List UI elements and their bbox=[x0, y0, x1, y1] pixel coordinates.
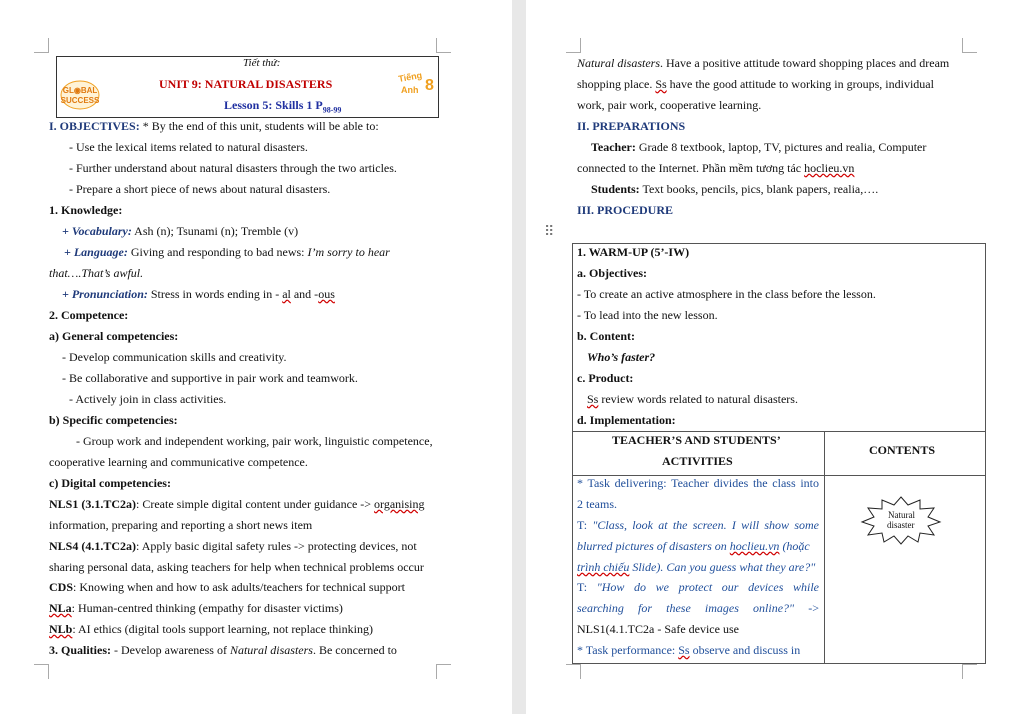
pron-suffix-ous: ous bbox=[318, 287, 335, 301]
svg-text:SUCCESS: SUCCESS bbox=[60, 96, 100, 105]
digital-heading: c) Digital competencies: bbox=[49, 476, 171, 490]
competence-heading: 2. Competence: bbox=[49, 308, 129, 322]
language-label: + Language: bbox=[64, 245, 128, 259]
vocab-text: Ash (n); Tsunami (n); Tremble (v) bbox=[131, 224, 299, 238]
qualities-text: - Develop awareness of bbox=[111, 643, 230, 657]
nls1-line bbox=[49, 497, 425, 511]
continued-line bbox=[577, 56, 949, 70]
nls4-line bbox=[49, 539, 417, 553]
continued-text: have the good attitude to working in groups, individual bbox=[666, 77, 934, 91]
lesson-title bbox=[224, 98, 341, 117]
left-page bbox=[0, 0, 512, 714]
objectives-heading: I. OBJECTIVES: bbox=[49, 119, 140, 133]
right-page bbox=[526, 0, 1030, 714]
ss-word: Ss bbox=[655, 77, 667, 91]
implementation-label: d. Implementation: bbox=[577, 413, 676, 427]
pronunciation-line bbox=[62, 287, 335, 301]
teacher-quote-1 bbox=[577, 518, 819, 532]
pron-and: and - bbox=[290, 287, 319, 301]
teacher-line-2 bbox=[577, 161, 854, 175]
teacher-quote-1c bbox=[577, 560, 815, 574]
crop-mark bbox=[436, 38, 451, 53]
product-line bbox=[587, 392, 798, 406]
general-item: - Be collaborative and supportive in pair work and teamwork. bbox=[62, 371, 358, 385]
t-prefix: T: bbox=[577, 518, 593, 532]
nlb-text: : AI ethics (digital tools support learning, not replace thinking) bbox=[72, 622, 373, 636]
crop-mark bbox=[566, 38, 581, 53]
qualities-line bbox=[49, 643, 397, 657]
cds-line bbox=[49, 580, 405, 594]
nls1-label: NLS1 (3.1.TC2a) bbox=[49, 497, 137, 511]
t-quote: (hoặc bbox=[779, 539, 810, 553]
objectives-label: a. Objectives: bbox=[577, 266, 647, 280]
crop-mark bbox=[962, 664, 977, 679]
product-label: c. Product: bbox=[577, 371, 634, 385]
hoclieu-link[interactable]: hoclieu.vn bbox=[804, 161, 855, 175]
continued-text: shopping place. bbox=[577, 77, 656, 91]
pron-text: Stress in words ending in - bbox=[147, 287, 283, 301]
students-label: Students: bbox=[591, 182, 640, 196]
nls1-text: : Create simple digital content under guidance -> bbox=[136, 497, 375, 511]
table-divider bbox=[824, 431, 825, 663]
objective-item: - Prepare a short piece of news about natural disasters. bbox=[69, 182, 331, 196]
tiet-label: Tiết thứ: bbox=[243, 57, 281, 69]
teacher-quote-2 bbox=[577, 580, 819, 594]
continued-line-3: work, pair work, cooperative learning. bbox=[577, 98, 762, 112]
t-quote: "Class, look at the screen. I will show some bbox=[592, 518, 819, 532]
content-text: Who’s faster? bbox=[587, 350, 656, 364]
teacher-label: Teacher: bbox=[591, 140, 636, 154]
ss-word: Ss bbox=[678, 643, 690, 657]
objectives-line bbox=[49, 119, 379, 133]
nlb-line bbox=[49, 622, 373, 636]
col-header-contents: CONTENTS bbox=[869, 443, 936, 457]
col-header-activities: TEACHER’S AND STUDENTS’ bbox=[612, 433, 781, 447]
cds-text: : Knowing when and how to ask adults/teachers for technical support bbox=[73, 580, 405, 594]
pron-label: + Pronunciation: bbox=[62, 287, 148, 301]
lesson-pages: 98-99 bbox=[322, 105, 342, 115]
vocab-label: + Vocabulary: bbox=[62, 224, 132, 238]
perf-text: * Task performance: bbox=[577, 643, 679, 657]
drag-handle-icon[interactable]: ⠿ bbox=[544, 225, 555, 240]
arrow-text: -> bbox=[794, 601, 820, 615]
lesson-title-text: Lesson 5: Skills 1 P bbox=[224, 98, 323, 112]
task-delivering: * Task delivering: Teacher divides the class into bbox=[577, 476, 819, 490]
nlb-label: NLb bbox=[49, 622, 73, 636]
t-prefix: T: bbox=[577, 580, 597, 594]
burst-label-2: disaster bbox=[887, 520, 915, 530]
nls4-text: : Apply basic digital safety rules -> protecting devices, not bbox=[136, 539, 417, 553]
crop-mark bbox=[34, 664, 49, 679]
qualities-text-2: . Be concerned to bbox=[312, 643, 397, 657]
objectives-intro: * By the end of this unit, students will be able to: bbox=[139, 119, 379, 133]
students-text: Text books, pencils, pics, blank papers, realia,…. bbox=[639, 182, 879, 196]
task-delivering-2: 2 teams. bbox=[577, 497, 617, 511]
nls1-line-2: information, preparing and reporting a short news item bbox=[49, 518, 313, 532]
nls1-word: organising bbox=[374, 497, 425, 511]
teacher-text-2: connected to the Internet. Phần mềm tương tác bbox=[577, 161, 805, 175]
objective-item: - Further understand about natural disasters through the two articles. bbox=[69, 161, 397, 175]
pron-suffix-al: al bbox=[282, 287, 291, 301]
general-item: - Actively join in class activities. bbox=[69, 392, 227, 406]
warmup-title: 1. WARM-UP (5’-IW) bbox=[577, 245, 690, 259]
nls4-label: NLS4 (4.1.TC2a) bbox=[49, 539, 137, 553]
nla-line bbox=[49, 601, 343, 615]
t-quote: Slide). Can you guess what they are?" bbox=[629, 560, 816, 574]
content-label: b. Content: bbox=[577, 329, 636, 343]
col-header-activities-2: ACTIVITIES bbox=[662, 454, 733, 468]
objective-item: - To lead into the new lesson. bbox=[577, 308, 718, 322]
crop-mark bbox=[436, 664, 451, 679]
teacher-text: Grade 8 textbook, laptop, TV, pictures and realia, Computer bbox=[635, 140, 927, 154]
page-gutter bbox=[512, 0, 526, 714]
qualities-heading: 3. Qualities: bbox=[49, 643, 111, 657]
nls-reference: NLS1(4.1.TC2a - Safe device use bbox=[577, 622, 739, 636]
language-example-cont: that….That’s awful. bbox=[49, 266, 144, 280]
qualities-ital: Natural disasters bbox=[229, 643, 313, 657]
teacher-quote-2b bbox=[577, 601, 819, 615]
hoclieu-link[interactable]: hoclieu.vn bbox=[729, 539, 780, 553]
general-heading: a) General competencies: bbox=[49, 329, 179, 343]
t-quote: "How do we protect our devices while bbox=[596, 580, 820, 594]
specific-heading: b) Specific competencies: bbox=[49, 413, 178, 427]
nla-text: : Human-centred thinking (empathy for disaster victims) bbox=[71, 601, 343, 615]
knowledge-heading: 1. Knowledge: bbox=[49, 203, 123, 217]
product-text: review words related to natural disasters. bbox=[598, 392, 798, 406]
general-item: - Develop communication skills and creativity. bbox=[62, 350, 287, 364]
svg-text:GL◉BAL: GL◉BAL bbox=[62, 86, 98, 95]
trinh-chieu-word: trình chiếu bbox=[577, 560, 630, 574]
students-line bbox=[591, 182, 878, 196]
specific-line: cooperative learning and communicative competence. bbox=[49, 455, 308, 469]
nls4-line-2: sharing personal data, asking teachers for help when technical problems occur bbox=[49, 560, 424, 574]
objective-item: - Use the lexical items related to natural disasters. bbox=[69, 140, 308, 154]
continued-line-2 bbox=[577, 77, 934, 91]
svg-text:Tiếng: Tiếng bbox=[397, 69, 423, 84]
crop-mark bbox=[962, 38, 977, 53]
continued-text: . Have a positive attitude toward shopping places and dream bbox=[660, 56, 950, 70]
table-divider bbox=[572, 431, 985, 432]
ss-word: Ss bbox=[587, 392, 599, 406]
global-success-logo bbox=[60, 80, 100, 110]
tieng-anh-8-logo bbox=[393, 68, 433, 98]
unit-title: UNIT 9: NATURAL DISASTERS bbox=[159, 77, 333, 91]
procedure-heading: III. PROCEDURE bbox=[577, 203, 674, 217]
crop-mark bbox=[34, 38, 49, 53]
svg-text:Anh: Anh bbox=[401, 85, 419, 95]
language-example: I’m sorry to hear bbox=[307, 245, 390, 259]
teacher-quote-1b bbox=[577, 539, 810, 553]
task-performance bbox=[577, 643, 819, 657]
vocabulary-line bbox=[62, 224, 298, 238]
continued-ital: Natural disasters bbox=[577, 56, 661, 70]
language-text: Giving and responding to bad news: bbox=[127, 245, 308, 259]
teacher-line bbox=[591, 140, 926, 154]
crop-mark bbox=[566, 664, 581, 679]
preparations-heading: II. PREPARATIONS bbox=[577, 119, 686, 133]
svg-text:8: 8 bbox=[425, 77, 434, 94]
language-line bbox=[64, 245, 390, 259]
objective-item: - To create an active atmosphere in the class before the lesson. bbox=[577, 287, 876, 301]
nla-label: NLa bbox=[49, 601, 72, 615]
perf-text: observe and discuss in bbox=[689, 643, 801, 657]
specific-line: - Group work and independent working, pair work, linguistic competence, bbox=[76, 434, 433, 448]
t-quote: searching for these images online?" bbox=[577, 601, 795, 615]
t-quote: blurred pictures of disasters on bbox=[577, 539, 730, 553]
cds-label: CDS bbox=[49, 580, 74, 594]
burst-label-1: Natural bbox=[888, 510, 915, 520]
